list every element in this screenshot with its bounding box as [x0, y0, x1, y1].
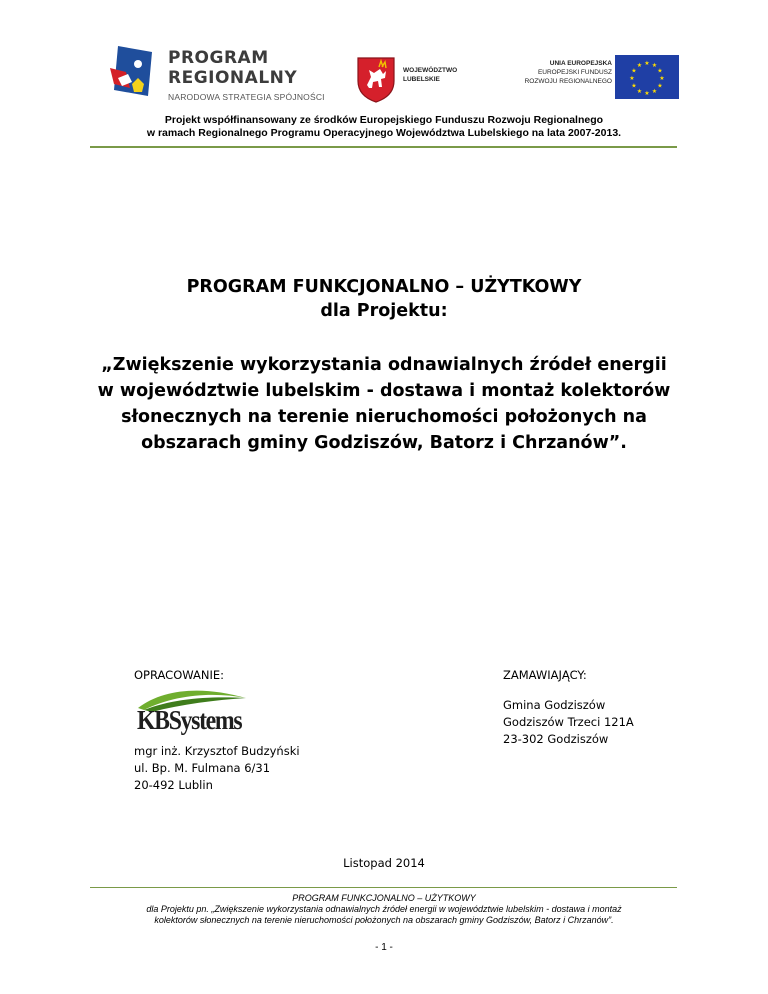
- svg-text:★: ★: [657, 82, 663, 90]
- prepared-by-label: OPRACOWANIE:: [134, 668, 225, 682]
- svg-text:★: ★: [659, 75, 665, 82]
- document-title: [60, 275, 708, 323]
- svg-text:★: ★: [644, 60, 650, 67]
- client-city: 23-302 Godziszów: [503, 732, 609, 746]
- cofinancing-statement: [0, 114, 768, 140]
- svg-text:★: ★: [629, 75, 635, 82]
- prepared-by-street: ul. Bp. M. Fulmana 6/31: [134, 761, 271, 775]
- project-name-line4: obszarach gminy Godziszów, Batorz i Chrzanów”.: [141, 433, 627, 453]
- footer-line2: dla Projektu pn. „Zwiększenie wykorzystania odnawialnych źródeł energii w województwie lubelskim - dostawa i montaż: [146, 904, 622, 914]
- svg-text:★: ★: [657, 67, 663, 75]
- project-name-line2: w województwie lubelskim - dostawa i montaż kolektorów: [97, 381, 671, 401]
- project-name: [60, 352, 708, 456]
- svg-text:★: ★: [636, 62, 643, 69]
- footer-line1: PROGRAM FUNKCJONALNO – UŻYTKOWY: [292, 893, 476, 903]
- eu-logo-line2: EUROPEJSKI FUNDUSZ: [537, 69, 612, 76]
- svg-text:★: ★: [644, 90, 650, 97]
- page-footer: [0, 893, 768, 926]
- document-title-line2: dla Projektu:: [320, 301, 448, 321]
- document-date: Listopad 2014: [343, 856, 425, 870]
- prepared-by-name: mgr inż. Krzysztof Budzyński: [134, 744, 300, 758]
- eu-logo-line1: UNIA EUROPEJSKA: [549, 60, 612, 67]
- page-number: - 1 -: [375, 942, 393, 953]
- program-logo-line1: PROGRAM: [168, 48, 269, 68]
- client-street: Godziszów Trzeci 121A: [503, 715, 634, 729]
- project-name-line1: „Zwiększenie wykorzystania odnawialnych źródeł energii: [101, 355, 667, 375]
- document-title-line1: PROGRAM FUNKCJONALNO – UŻYTKOWY: [186, 277, 582, 297]
- client-label: ZAMAWIAJĄCY:: [503, 668, 587, 682]
- voivodeship-logo-line1: WOJEWÓDZTWO: [403, 67, 458, 74]
- cofinancing-line2: w ramach Regionalnego Programu Operacyjnego Województwa Lubelskiego na lata 2007-2013.: [146, 127, 622, 139]
- svg-text:★: ★: [631, 67, 637, 75]
- cofinancing-line1: Projekt współfinansowany ze środków Europejskiego Funduszu Rozwoju Regionalnego: [164, 114, 604, 126]
- svg-text:★: ★: [636, 88, 643, 95]
- client-address: [503, 697, 634, 748]
- client-name: Gmina Godziszów: [503, 698, 606, 712]
- kbsystems-logo-text: KBSystems: [137, 705, 242, 735]
- eu-flag-icon: [615, 55, 679, 99]
- program-regionalny-emblem-icon: [108, 44, 164, 110]
- svg-text:★: ★: [631, 82, 637, 90]
- prepared-by-city: 20-492 Lublin: [134, 778, 213, 792]
- eu-logo: [508, 55, 678, 99]
- footer-divider: [90, 887, 677, 888]
- project-name-line3: słonecznych na terenie nieruchomości położonych na: [121, 407, 647, 427]
- prepared-by-address: [134, 743, 300, 794]
- svg-text:★: ★: [651, 62, 658, 69]
- eu-logo-line3: ROZWOJU REGIONALNEGO: [524, 78, 612, 85]
- voivodeship-logo-line2: LUBELSKIE: [403, 76, 440, 83]
- program-regionalny-logo: [108, 44, 338, 110]
- program-logo-line3: NARODOWA STRATEGIA SPÓJNOŚCI: [168, 92, 325, 102]
- lubelskie-coat-of-arms-icon: [355, 55, 397, 103]
- voivodeship-logo: [355, 55, 475, 105]
- kbsystems-logo: [134, 688, 254, 740]
- svg-text:★: ★: [651, 88, 658, 95]
- footer-line3: kolektorów słonecznych na terenie nieruchomości położonych na obszarach gminy Godziszów, Batorz i Chrzanów”.: [154, 915, 614, 925]
- header-divider: [90, 146, 677, 148]
- program-logo-line2: REGIONALNY: [168, 68, 298, 88]
